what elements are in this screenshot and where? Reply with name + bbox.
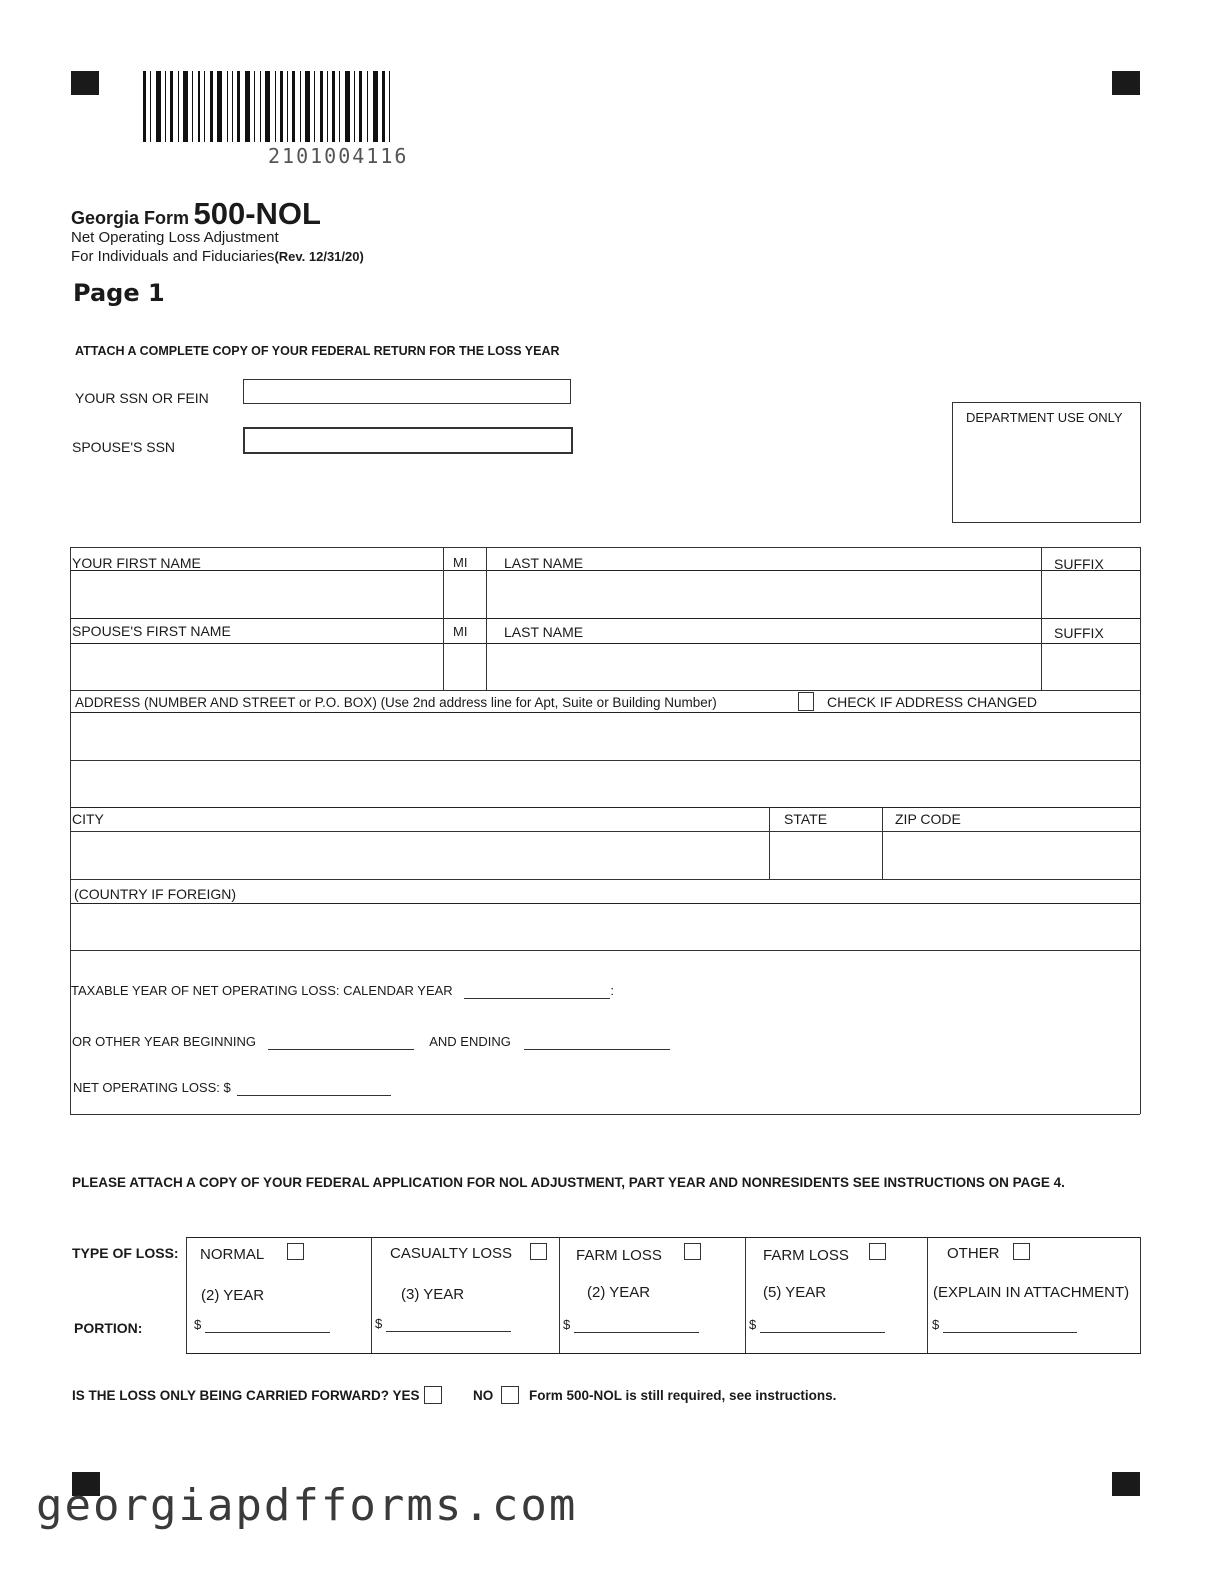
grid-line xyxy=(745,1237,746,1353)
mi-label: MI xyxy=(453,555,468,570)
your-ssn-field[interactable] xyxy=(243,379,571,404)
nol-label: NET OPERATING LOSS: $ xyxy=(73,1080,231,1095)
page-label: Page 1 xyxy=(73,279,165,307)
registration-mark-top-right xyxy=(1112,71,1140,95)
grid-line xyxy=(1140,1237,1141,1353)
last-name-label: LAST NAME xyxy=(504,555,584,571)
registration-mark-bottom-right xyxy=(1112,1472,1140,1496)
loss-type-other-checkbox[interactable] xyxy=(1013,1243,1030,1260)
portion-casualty-row xyxy=(375,1316,511,1332)
your-ssn-label: YOUR SSN OR FEIN xyxy=(75,390,209,406)
barcode xyxy=(143,71,538,142)
form-number: 500-NOL xyxy=(193,196,321,231)
watermark: georgiapdfforms.com xyxy=(36,1480,578,1531)
grid-line xyxy=(486,547,487,690)
portion-farm-2-row xyxy=(563,1317,699,1333)
form-subtitle-2-row xyxy=(71,248,364,265)
grid-line xyxy=(70,690,1140,691)
spouse-ssn-label: SPOUSE'S SSN xyxy=(72,439,176,455)
country-field[interactable] xyxy=(71,905,1139,949)
grid-line xyxy=(882,807,883,879)
address-changed-label: CHECK IF ADDRESS CHANGED xyxy=(827,694,1038,710)
dollar-sign: $ xyxy=(932,1317,940,1332)
nol-row xyxy=(73,1080,391,1096)
dollar-sign: $ xyxy=(563,1317,571,1332)
grid-line xyxy=(371,1237,372,1353)
state-field[interactable] xyxy=(771,833,881,878)
loss-type-other-label: OTHER xyxy=(947,1245,1000,1262)
mi-field[interactable] xyxy=(444,572,485,617)
ending-label: AND ENDING xyxy=(429,1034,511,1049)
carry-forward-yes-checkbox[interactable] xyxy=(424,1386,442,1404)
spouse-suffix-field[interactable] xyxy=(1042,645,1139,689)
portion-farm-5-row xyxy=(749,1317,885,1333)
form-revision: (Rev. 12/31/20) xyxy=(274,249,364,264)
barcode-number: 2101004116 xyxy=(268,144,409,168)
spouse-last-name-field[interactable] xyxy=(488,645,1040,689)
grid-line xyxy=(70,547,71,1114)
address-label: ADDRESS (NUMBER AND STREET or P.O. BOX) (Use 2nd address line for Apt, Suite or Building Number) xyxy=(75,695,717,710)
grid-line xyxy=(70,903,1140,904)
zip-label: ZIP CODE xyxy=(895,811,961,827)
form-subtitle-1: Net Operating Loss Adjustment xyxy=(71,229,279,246)
first-name-label: YOUR FIRST NAME xyxy=(72,555,201,571)
grid-line xyxy=(70,570,1140,571)
dollar-sign: $ xyxy=(194,1317,202,1332)
registration-mark-top-left xyxy=(71,71,99,95)
other-year-ending-field[interactable] xyxy=(524,1034,670,1050)
loss-type-casualty-checkbox[interactable] xyxy=(530,1243,547,1260)
loss-type-normal-label: NORMAL xyxy=(200,1246,265,1263)
form-prefix: Georgia Form xyxy=(71,208,190,228)
suffix-label: SUFFIX xyxy=(1054,556,1104,572)
department-use-box xyxy=(952,402,1141,523)
form-subtitle-2: For Individuals and Fiduciaries xyxy=(71,248,275,265)
grid-line xyxy=(70,618,1140,619)
city-label: CITY xyxy=(72,811,104,827)
first-name-field[interactable] xyxy=(71,572,442,617)
attach-notice: ATTACH A COMPLETE COPY OF YOUR FEDERAL RETURN FOR THE LOSS YEAR xyxy=(75,344,560,358)
spouse-suffix-label: SUFFIX xyxy=(1054,625,1104,641)
grid-line xyxy=(1140,547,1141,1114)
spouse-first-name-label: SPOUSE'S FIRST NAME xyxy=(72,623,231,639)
carry-forward-question: IS THE LOSS ONLY BEING CARRIED FORWARD? YES xyxy=(72,1388,420,1403)
grid-line xyxy=(927,1237,928,1353)
calendar-year-row xyxy=(71,983,614,999)
grid-line xyxy=(70,712,1140,713)
type-of-loss-label: TYPE OF LOSS: xyxy=(72,1245,179,1261)
loss-type-other-year: (EXPLAIN IN ATTACHMENT) xyxy=(933,1284,1130,1301)
loss-type-farm-5-label: FARM LOSS xyxy=(763,1247,849,1264)
grid-line xyxy=(769,807,770,879)
state-label: STATE xyxy=(784,811,828,827)
nol-amount-field[interactable] xyxy=(237,1080,391,1096)
loss-type-normal-checkbox[interactable] xyxy=(287,1243,304,1260)
spouse-last-name-label: LAST NAME xyxy=(504,624,584,640)
suffix-field[interactable] xyxy=(1042,572,1139,617)
portion-farm-5-field[interactable] xyxy=(760,1317,885,1333)
loss-type-farm-2-year: (2) YEAR xyxy=(587,1284,651,1301)
loss-type-farm-2-checkbox[interactable] xyxy=(684,1243,701,1260)
address-line-1-field[interactable] xyxy=(71,714,1139,759)
grid-line xyxy=(70,879,1140,880)
portion-other-field[interactable] xyxy=(943,1317,1077,1333)
loss-type-farm-5-year: (5) YEAR xyxy=(763,1284,827,1301)
loss-type-normal-year: (2) YEAR xyxy=(201,1287,265,1304)
portion-normal-row xyxy=(194,1317,330,1333)
other-year-label: OR OTHER YEAR BEGINNING xyxy=(72,1034,256,1049)
grid-line xyxy=(559,1237,560,1353)
loss-type-casualty-label: CASUALTY LOSS xyxy=(390,1245,512,1262)
portion-casualty-field[interactable] xyxy=(386,1316,511,1332)
zip-field[interactable] xyxy=(884,833,1139,878)
portion-normal-field[interactable] xyxy=(205,1317,330,1333)
grid-line xyxy=(70,1114,1140,1115)
last-name-field[interactable] xyxy=(488,572,1040,617)
portion-other-row xyxy=(932,1317,1077,1333)
loss-type-farm-2-label: FARM LOSS xyxy=(576,1247,662,1264)
dollar-sign: $ xyxy=(749,1317,757,1332)
dollar-sign: $ xyxy=(375,1316,383,1331)
portion-label: PORTION: xyxy=(74,1320,143,1336)
carry-forward-note: Form 500-NOL is still required, see instructions. xyxy=(529,1388,837,1403)
calendar-year-field[interactable] xyxy=(464,983,610,999)
department-use-label: DEPARTMENT USE ONLY xyxy=(966,410,1123,425)
calendar-year-label: TAXABLE YEAR OF NET OPERATING LOSS: CALENDAR YEAR xyxy=(71,983,453,998)
grid-line xyxy=(186,1353,1141,1354)
attach-federal-notice: PLEASE ATTACH A COPY OF YOUR FEDERAL APPLICATION FOR NOL ADJUSTMENT, PART YEAR AND NONRESIDENTS SEE INSTRUCTIONS ON PAGE 4. xyxy=(72,1175,1065,1190)
form-title xyxy=(71,196,321,232)
carry-forward-no-checkbox[interactable] xyxy=(501,1386,519,1404)
grid-line xyxy=(70,950,1140,951)
calendar-year-colon: : xyxy=(610,983,614,998)
spouse-mi-field[interactable] xyxy=(444,645,485,689)
spouse-mi-label: MI xyxy=(453,624,468,639)
country-label: (COUNTRY IF FOREIGN) xyxy=(74,886,237,902)
other-year-beginning-field[interactable] xyxy=(268,1034,414,1050)
city-field[interactable] xyxy=(71,833,768,878)
address-line-2-field[interactable] xyxy=(71,761,1139,806)
carry-forward-no-label: NO xyxy=(473,1388,494,1403)
portion-farm-2-field[interactable] xyxy=(574,1317,699,1333)
loss-type-casualty-year: (3) YEAR xyxy=(401,1286,465,1303)
spouse-ssn-field[interactable] xyxy=(243,427,573,454)
other-year-row xyxy=(72,1034,670,1050)
grid-line xyxy=(70,807,1140,808)
grid-line xyxy=(70,547,1140,548)
grid-line xyxy=(186,1237,1141,1238)
loss-type-farm-5-checkbox[interactable] xyxy=(869,1243,886,1260)
spouse-first-name-field[interactable] xyxy=(71,645,442,689)
grid-line xyxy=(70,831,1140,832)
grid-line xyxy=(186,1237,187,1353)
grid-line xyxy=(70,643,1140,644)
address-changed-checkbox[interactable] xyxy=(798,692,814,711)
